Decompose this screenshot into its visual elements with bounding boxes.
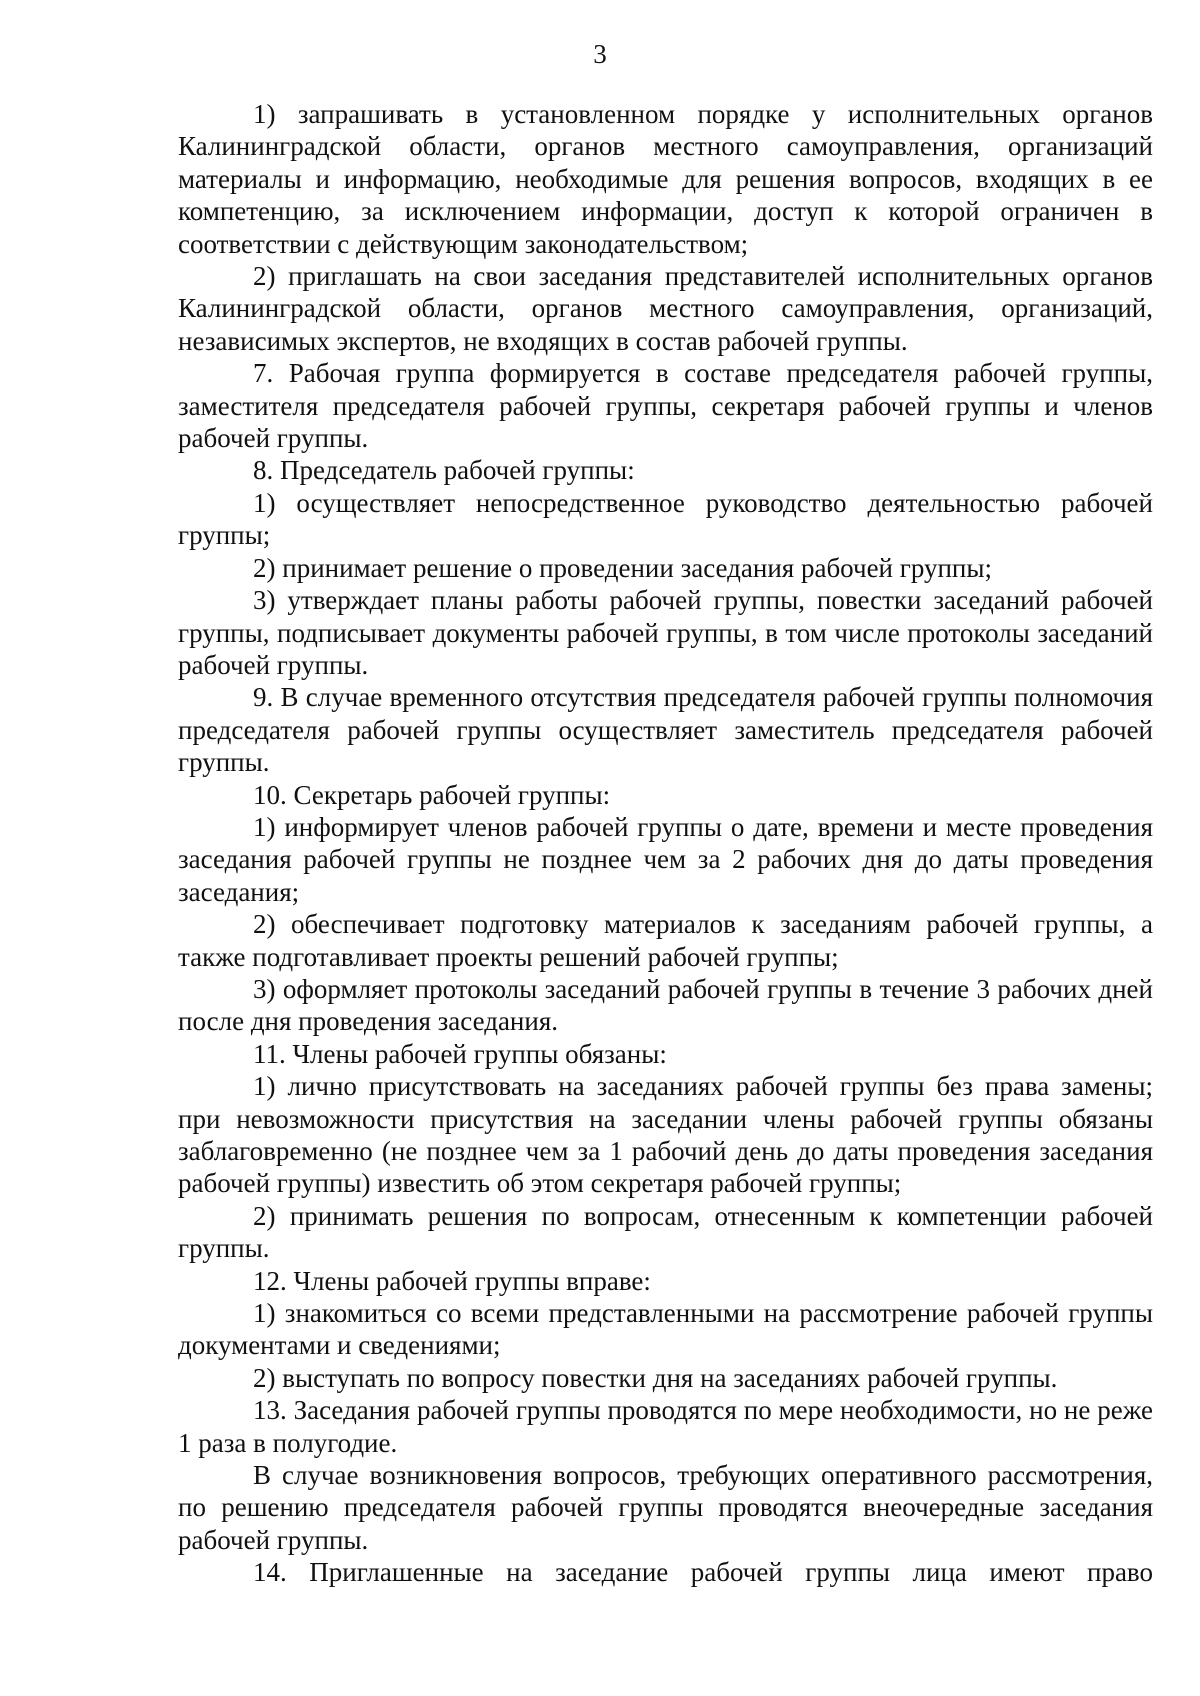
- paragraph: 7. Рабочая группа формируется в составе председателя рабочей группы, заместителя председателя рабочей группы, секретаря рабочей группы и членов рабочей группы.: [178, 358, 1153, 454]
- paragraph: 1) знакомиться со всеми представленными на рассмотрение рабочей группы документами и сведениями;: [178, 1298, 1153, 1361]
- paragraph: 11. Члены рабочей группы обязаны:: [253, 1038, 667, 1069]
- document-body: [178, 98, 1153, 1589]
- paragraph: 8. Председатель рабочей группы:: [253, 455, 635, 486]
- paragraph: 3) утверждает планы работы рабочей группы, повестки заседаний рабочей группы, подписывает документы рабочей группы, в том числе протоколы заседаний рабочей группы.: [178, 585, 1153, 680]
- paragraph: В случае возникновения вопросов, требующих оперативного рассмотрения, по решению председателя рабочей группы проводятся внеочередные заседания рабочей группы.: [178, 1460, 1153, 1555]
- paragraph: 1) лично присутствовать на заседаниях рабочей группы без права замены; при невозможности присутствия на заседании члены рабочей группы обязаны заблаговременно (не позднее чем за 1 рабочий день до даты проведения заседания рабочей группы) известить об этом секретаря рабочей группы;: [178, 1071, 1153, 1199]
- paragraph: 2) принимать решения по вопросам, отнесенным к компетенции рабочей группы.: [178, 1200, 1153, 1264]
- page-number: 3: [593, 39, 607, 69]
- paragraph: 12. Члены рабочей группы вправе:: [253, 1265, 651, 1296]
- paragraph: 2) принимает решение о проведении заседания рабочей группы;: [253, 552, 993, 583]
- paragraph: 1) запрашивать в установленном порядке у исполнительных органов Калининградской области, органов местного самоуправления, организаций материалы и информацию, необходимые для решения вопросов, входящих в ее компетенцию, за исключением информации, доступ к которой ограничен в соответствии с действующим законодательством;: [178, 99, 1153, 259]
- paragraph: 3) оформляет протоколы заседаний рабочей группы в течение 3 рабочих дней после дня проведения заседания.: [178, 973, 1153, 1037]
- paragraph: 1) осуществляет непосредственное руководство деятельностью рабочей группы;: [178, 487, 1153, 551]
- paragraph: 2) обеспечивает подготовку материалов к заседаниям рабочей группы, а также подготавливает проекты решений рабочей группы;: [178, 909, 1153, 972]
- paragraph: 2) приглашать на свои заседания представителей исполнительных органов Калининградской области, органов местного самоуправления, организаций, независимых экспертов, не входящих в состав рабочей группы.: [178, 261, 1153, 356]
- paragraph: 9. В случае временного отсутствия председателя рабочей группы полномочия председателя рабочей группы осуществляет заместитель председателя рабочей группы.: [178, 682, 1153, 778]
- paragraph: 10. Секретарь рабочей группы:: [253, 779, 611, 810]
- paragraph: 2) выступать по вопросу повестки дня на заседаниях рабочей группы.: [253, 1362, 1058, 1393]
- paragraph: 14. Приглашенные на заседание рабочей группы лица имеют право: [253, 1557, 1153, 1588]
- paragraph: 13. Заседания рабочей группы проводятся по мере необходимости, но не реже 1 раза в полугодие.: [178, 1395, 1153, 1458]
- paragraph: 1) информирует членов рабочей группы о дате, времени и месте проведения заседания рабочей группы не позднее чем за 2 рабочих дня до даты проведения заседания;: [178, 811, 1153, 907]
